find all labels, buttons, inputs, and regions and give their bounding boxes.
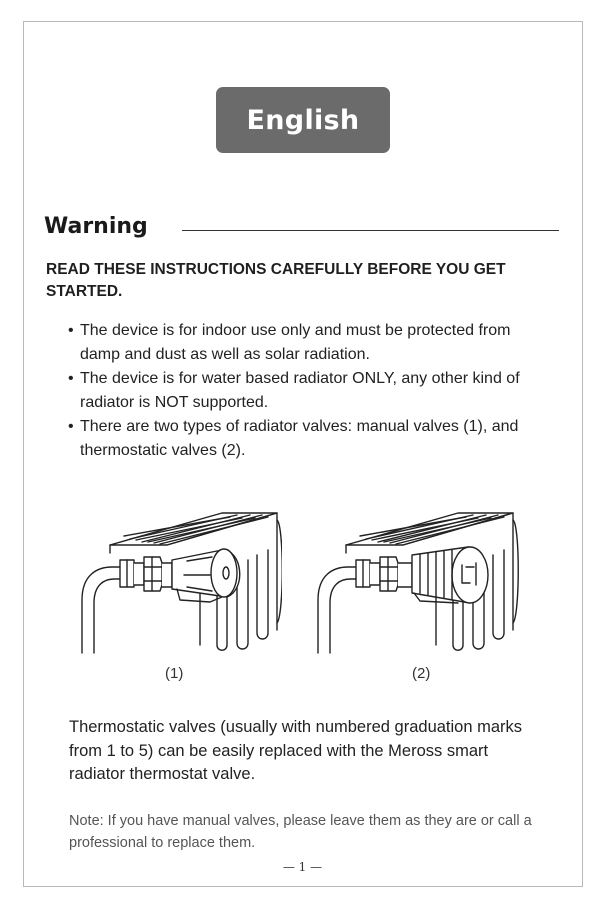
warning-list-item-text: The device is for indoor use only and must be protected from damp and dust as well as solar radiation. — [80, 322, 511, 363]
warning-list-item-text: There are two types of radiator valves: manual valves (1), and thermostatic valves (2). — [80, 418, 519, 459]
page-number: — 1 — — [282, 860, 323, 874]
warning-intro: READ THESE INSTRUCTIONS CAREFULLY BEFORE YOU GET STARTED. — [46, 261, 506, 300]
heading-divider — [182, 230, 559, 231]
thermostatic-valve-paragraph: Thermostatic valves (usually with numbered graduation marks from 1 to 5) can be easily replaced with the Meross smart radiator thermostat valve. — [69, 718, 523, 783]
warning-heading: Warning — [44, 214, 148, 239]
thermostatic-valve-illustration — [308, 505, 523, 655]
warning-list — [68, 319, 543, 463]
thermostatic-valve-caption: (2) — [412, 665, 431, 682]
bullet-marker: • — [68, 322, 74, 339]
language-badge — [216, 87, 390, 153]
warning-list-item — [68, 367, 543, 415]
manual-valve-caption: (1) — [165, 665, 184, 682]
manual-valve-note: Note: If you have manual valves, please leave them as they are or call a professional to replace them. — [69, 813, 532, 851]
warning-list-item — [68, 319, 543, 367]
bullet-marker: • — [68, 370, 74, 387]
warning-list-item-text: The device is for water based radiator ONLY, any other kind of radiator is NOT supported. — [80, 370, 520, 411]
manual-valve-illustration — [72, 505, 282, 655]
bullet-marker: • — [68, 418, 74, 435]
warning-list-item — [68, 415, 543, 463]
language-badge-label: English — [246, 104, 360, 136]
